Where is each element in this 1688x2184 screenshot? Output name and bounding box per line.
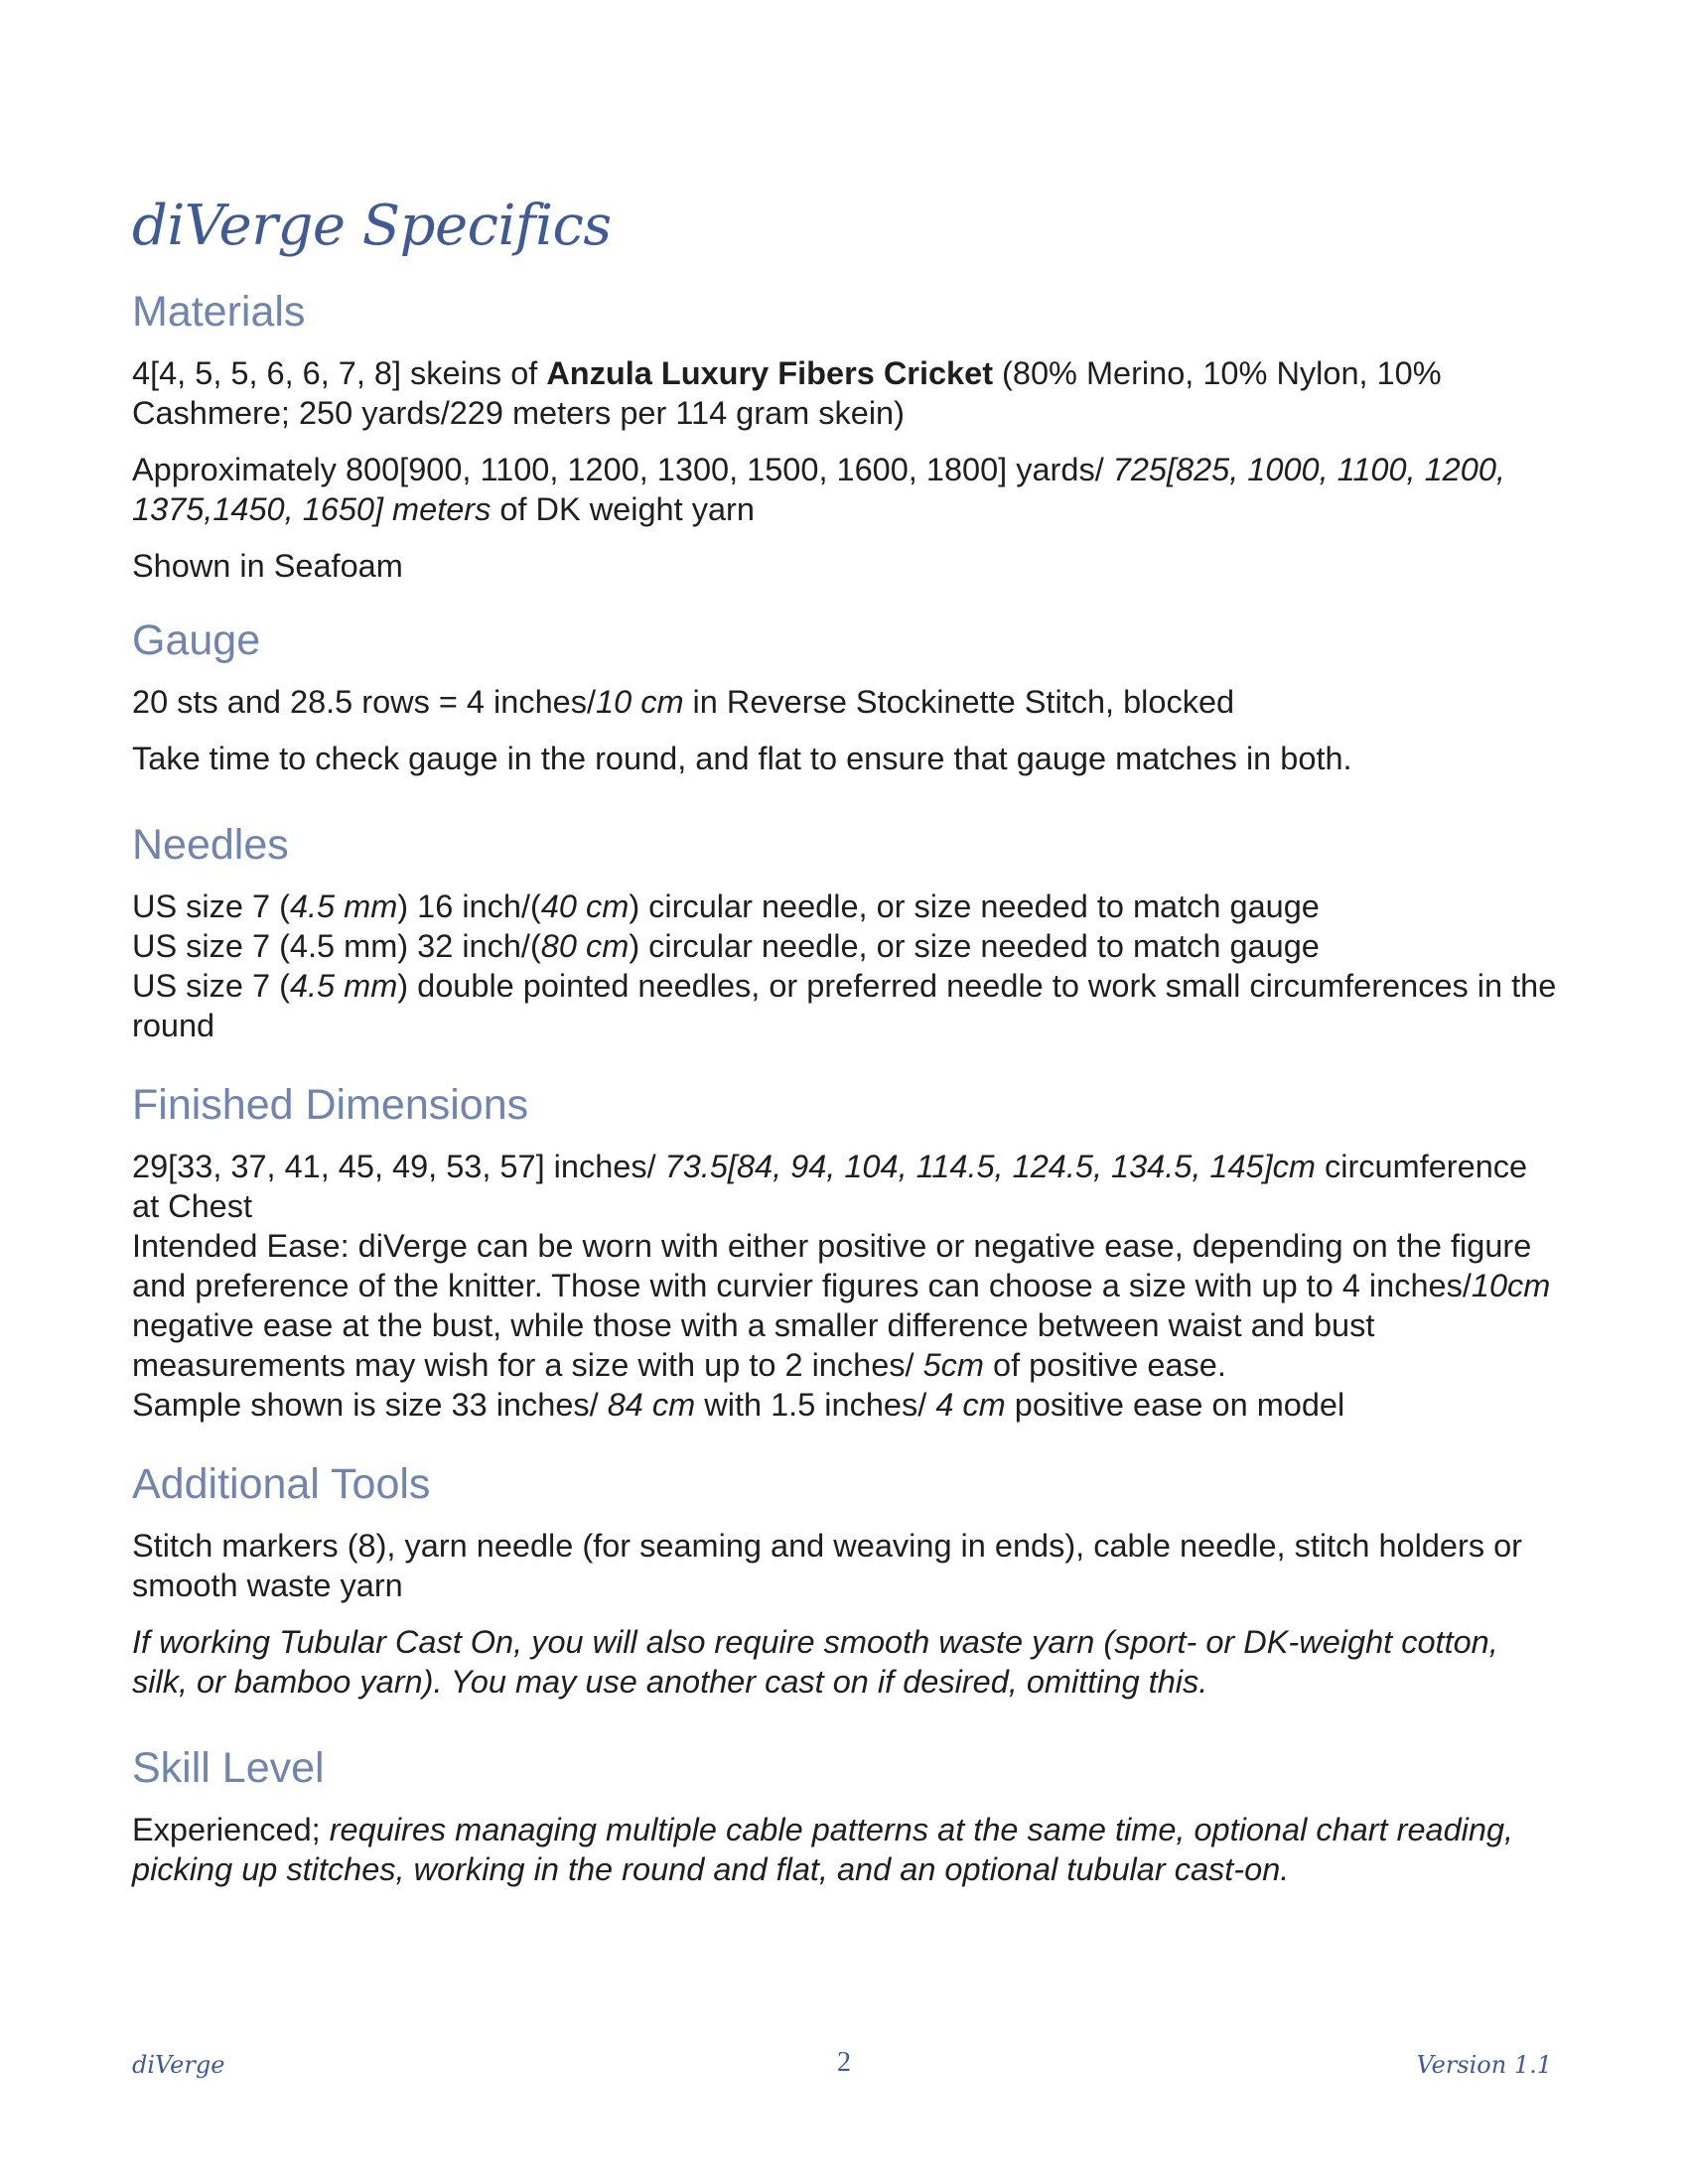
- yardage-text: [132, 450, 1562, 529]
- needle-metric: 80 cm: [540, 928, 630, 964]
- needle-text: ) circular needle, or size needed to match gauge: [629, 888, 1320, 924]
- footer-version: Version 1.1: [1416, 2051, 1552, 2079]
- needle-item: [132, 887, 1562, 926]
- footer-pattern-name: diVerge: [132, 2051, 225, 2079]
- needle-item: [132, 966, 1562, 1045]
- page-content: [132, 187, 1562, 1906]
- page-footer: [0, 2043, 1688, 2093]
- dimensions-heading: Finished Dimensions: [132, 1081, 529, 1129]
- yardage-meters: 725[825, 1000, 1100, 1200, 1375,1450, 1650] meters: [132, 452, 1505, 527]
- materials-section: [132, 284, 1562, 586]
- needle-metric: 40 cm: [540, 888, 630, 924]
- skill-section: [132, 1740, 1562, 1889]
- dimension-label: circumference at Chest: [132, 1149, 1528, 1224]
- yarn-weight: of DK weight yarn: [491, 491, 755, 527]
- yardage-yards: Approximately 800[900, 1100, 1200, 1300, 1500, 1600, 1800] yards/: [132, 452, 1113, 487]
- tools-section: [132, 1456, 1562, 1702]
- gauge-text: [132, 682, 1562, 722]
- tools-heading: Additional Tools: [132, 1460, 431, 1508]
- sample-text: Sample shown is size 33 inches/: [132, 1387, 608, 1423]
- skeins-text: [132, 353, 1562, 433]
- ease-text: negative ease at the bust, while those with a smaller difference between waist and bust measurements may wish for a size with up to 2 inches/: [132, 1307, 1375, 1383]
- tools-note: [132, 1622, 1562, 1702]
- gauge-heading: Gauge: [132, 616, 261, 664]
- ease-metric: 5cm: [922, 1347, 984, 1383]
- shown-colorway: Shown in Seafoam: [132, 548, 403, 584]
- skeins-count: 4[4, 5, 5, 6, 6, 7, 8] skeins of: [132, 355, 547, 391]
- sample-text: positive ease on model: [1005, 1387, 1345, 1423]
- gauge-sts: 20 sts and 28.5 rows = 4 inches/: [132, 684, 597, 720]
- needles-section: [132, 817, 1562, 1045]
- page-number: 2: [837, 2047, 851, 2078]
- dimension-cm: 73.5[84, 94, 104, 114.5, 124.5, 134.5, 145]cm: [664, 1149, 1316, 1184]
- needle-text: US size 7 (4.5 mm) 32 inch/(: [132, 928, 541, 964]
- ease-text: of positive ease.: [984, 1347, 1226, 1383]
- needle-text: ) circular needle, or size needed to match gauge: [629, 928, 1320, 964]
- gauge-note: Take time to check gauge in the round, and flat to ensure that gauge matches in both.: [132, 741, 1352, 776]
- skill-text: [132, 1810, 1562, 1889]
- yarn-name: Anzula Luxury Fibers Cricket: [546, 355, 994, 391]
- skill-level: Experienced;: [132, 1812, 330, 1847]
- dimension-inches: 29[33, 37, 41, 45, 49, 53, 57] inches/: [132, 1149, 665, 1184]
- gauge-stitch: in Reverse Stockinette Stitch, blocked: [683, 684, 1235, 720]
- needle-text: US size 7 (: [132, 968, 290, 1004]
- sample-size: [132, 1385, 1562, 1425]
- sample-metric: 84 cm: [607, 1387, 696, 1423]
- materials-heading: Materials: [132, 288, 306, 336]
- sample-text: with 1.5 inches/: [695, 1387, 936, 1423]
- intended-ease: [132, 1226, 1562, 1385]
- needle-item: [132, 926, 1562, 966]
- ease-text: Intended Ease: diVerge can be worn with either positive or negative ease, depending on the figure and preference of the knitter. Those with curvier figures can choose a size with up to 4 inches/: [132, 1228, 1532, 1303]
- gauge-metric: 10 cm: [596, 684, 684, 720]
- chest-circumference: [132, 1147, 1562, 1226]
- needle-text: ) double pointed needles, or preferred needle to work small circumferences in the round: [132, 968, 1557, 1043]
- ease-metric: 10cm: [1471, 1268, 1551, 1303]
- needle-text: US size 7 (: [132, 888, 290, 924]
- tools-note-text: If working Tubular Cast On, you will also require smooth waste yarn (sport- or DK-weight cotton, silk, or bamboo yarn). You may use another cast on if desired, omitting this.: [132, 1624, 1498, 1700]
- page-title: diVerge Specifics: [132, 194, 612, 258]
- needle-text: ) 16 inch/(: [397, 888, 541, 924]
- dimensions-section: [132, 1077, 1562, 1425]
- sample-metric: 4 cm: [935, 1387, 1006, 1423]
- needle-metric: 4.5 mm: [289, 968, 398, 1004]
- tools-list: Stitch markers (8), yarn needle (for seaming and weaving in ends), cable needle, stitch holders or smooth waste yarn: [132, 1528, 1523, 1603]
- yarn-composition: (80% Merino, 10% Nylon, 10% Cashmere; 250 yards/229 meters per 114 gram skein): [132, 355, 1442, 431]
- needles-heading: Needles: [132, 821, 289, 869]
- skill-heading: Skill Level: [132, 1744, 325, 1792]
- gauge-section: [132, 613, 1562, 778]
- needle-metric: 4.5 mm: [289, 888, 398, 924]
- skill-description: requires managing multiple cable patterns at the same time, optional chart reading, picking up stitches, working in the round and flat, and an optional tubular cast-on.: [132, 1812, 1514, 1887]
